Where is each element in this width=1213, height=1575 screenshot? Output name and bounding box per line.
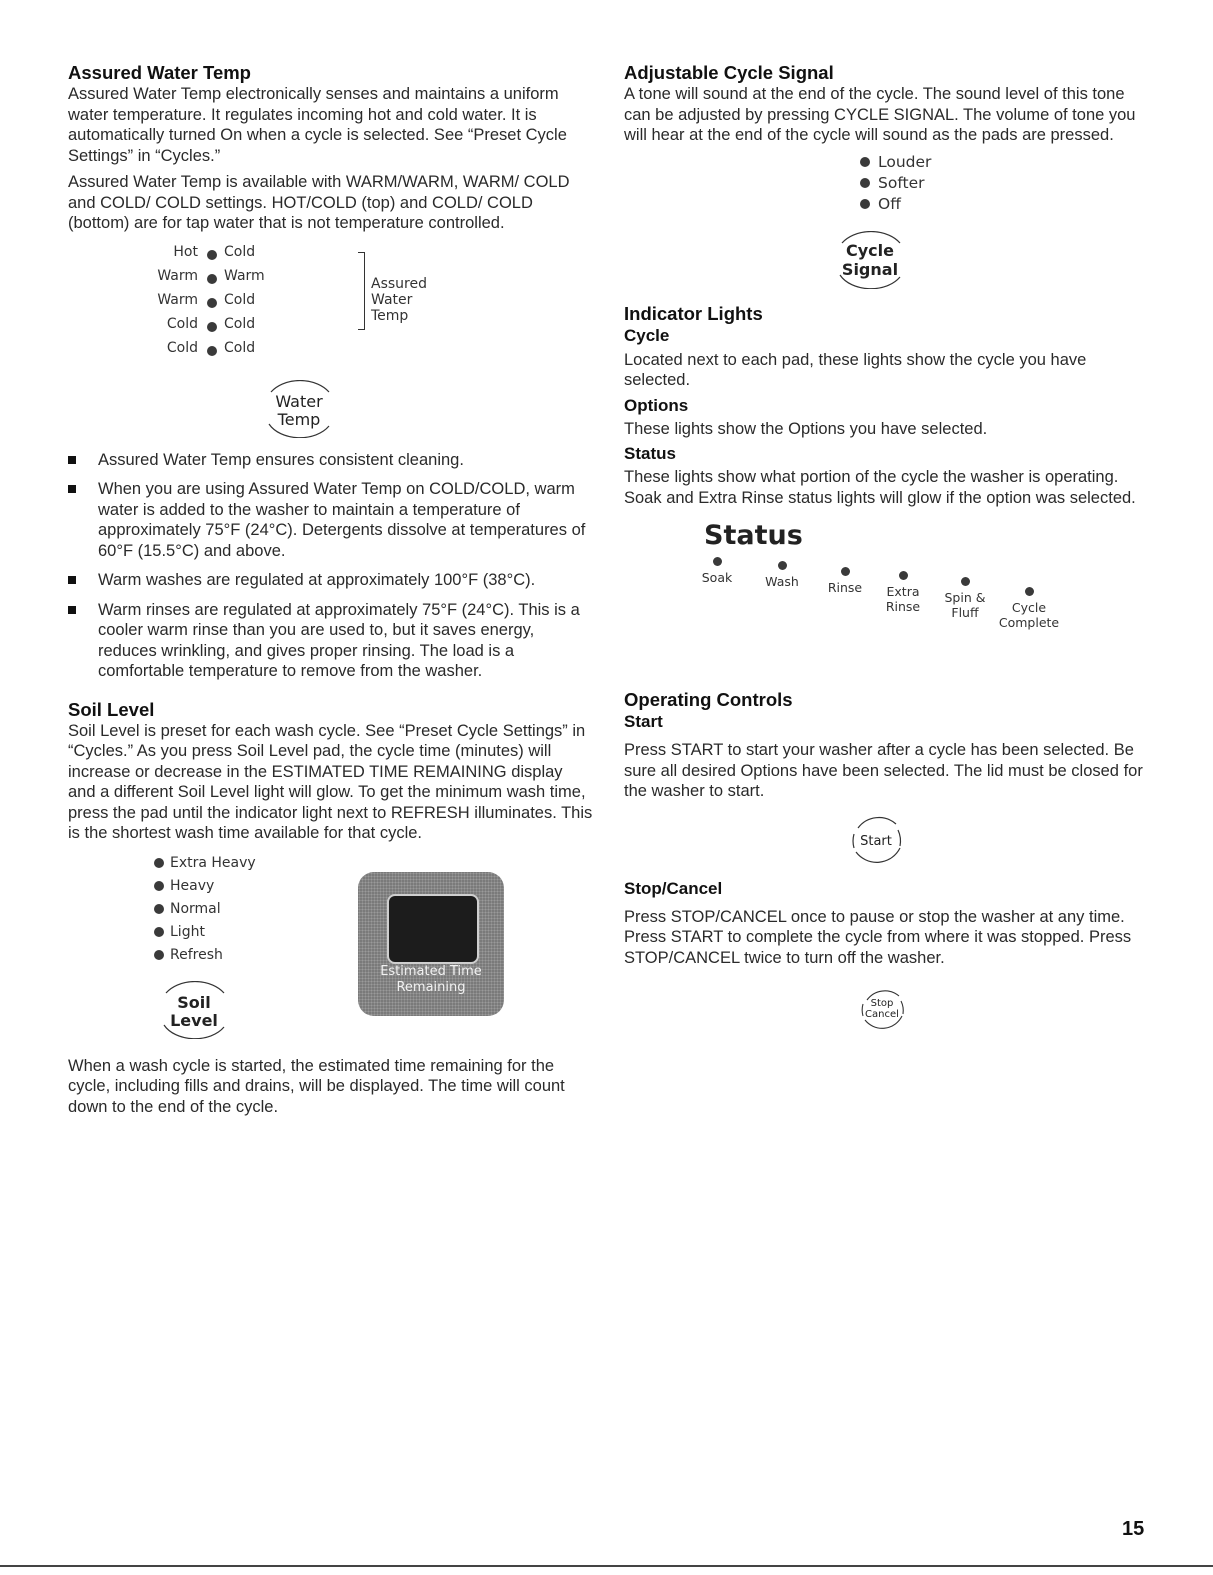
page-number: 15 <box>1122 1518 1145 1540</box>
bullet-item: Warm rinses are regulated at approximately 75°F (24°C). This is a cooler warm rinse than you are used to, but it saves energy, reduces wrinkling, and gives proper rinsing. The load is a comfortable temperature to remove from the washer. <box>68 600 593 682</box>
soil-level-item: Heavy <box>154 875 256 898</box>
assured-water-temp-settings: Assured Water Temp is available with WARM/WARM, WARM/ COLD and COLD/ COLD settings. HOT/COLD (top) and COLD/ COLD (bottom) are for tap water that is not temperature controlled. <box>68 173 570 232</box>
status-subheading: Status <box>624 444 676 463</box>
indicator-dot <box>154 904 164 914</box>
status-panel-title: Status <box>704 520 803 551</box>
assured-bracket <box>358 252 365 330</box>
status-lights-text: These lights show what portion of the cycle the washer is operating. Soak and Extra Rinse status lights will glow if the option was selected. <box>624 468 1136 507</box>
soil-level-pad[interactable] <box>148 981 240 1039</box>
display-screen <box>387 894 479 964</box>
water-temp-row <box>68 292 368 316</box>
cycle-signal-pad[interactable] <box>824 231 916 289</box>
pad-label-line2: Temp <box>277 409 321 429</box>
soil-level-item: Refresh <box>154 944 256 967</box>
water-temp-row <box>68 268 368 292</box>
wash-temp: Cold <box>166 339 198 356</box>
status-lights-panel <box>624 557 1149 647</box>
status-light-wash: Wash <box>747 561 817 589</box>
left-column <box>68 62 593 1117</box>
wash-temp: Cold <box>166 315 198 332</box>
rinse-temp: Cold <box>224 291 256 308</box>
cycle-lights-text: Located next to each pad, these lights show the cycle you have selected. <box>624 350 1087 389</box>
bullet-item: Warm washes are regulated at approximately 100°F (38°C). <box>68 570 593 591</box>
bottom-rule <box>0 1565 1213 1567</box>
start-pad[interactable] <box>846 812 906 872</box>
options-lights-text: These lights show the Options you have selected. <box>624 419 988 438</box>
indicator-dot <box>899 571 908 580</box>
pad-label-line1: Soil <box>177 992 211 1012</box>
indicator-dot <box>860 178 870 188</box>
wash-temp: Hot <box>173 243 198 260</box>
soil-level-heading: Soil Level <box>68 698 155 720</box>
assured-water-temp-heading: Assured Water Temp <box>68 62 251 83</box>
assured-water-temp-bullets <box>68 450 593 682</box>
pad-label-line2: Signal <box>841 259 899 279</box>
signal-level-item: Louder <box>860 152 1149 173</box>
soil-level-intro: Soil Level is preset for each wash cycle. See “Preset Cycle Settings” in “Cycles.” As you press Soil Level pad, the cycle time (minutes) will increase or decrease in the ESTIMATED TIME REMAINING display and a different Soil Level light will glow. To get the minimum wash time, press the pad until the indicator light next to REFRESH illuminates. This is the shortest wash time available for that cycle. <box>68 721 593 842</box>
indicator-dot <box>154 950 164 960</box>
cycle-subheading: Cycle <box>624 325 670 345</box>
soil-level-item: Extra Heavy <box>154 852 256 875</box>
water-temp-settings-table <box>68 244 593 364</box>
pad-label-line1: Cycle <box>846 240 894 260</box>
soil-level-item: Normal <box>154 898 256 921</box>
cycle-signal-levels <box>860 152 1149 215</box>
indicator-dot <box>207 346 217 356</box>
indicator-dot <box>154 858 164 868</box>
pad-label-line2: Cancel <box>865 1009 899 1020</box>
indicator-dot <box>860 199 870 209</box>
indicator-dot <box>207 274 217 284</box>
stop-cancel-pad[interactable] <box>857 986 907 1036</box>
status-light-soak: Soak <box>682 557 752 585</box>
water-temp-row <box>68 316 368 340</box>
assured-bracket-label: Assured Water Temp <box>371 275 427 324</box>
start-subheading: Start <box>624 712 663 731</box>
stop-cancel-text: Press STOP/CANCEL once to pause or stop the washer at any time. Press START to complete the cycle from where it was stopped. Press STOP/CANCEL twice to turn off the washer. <box>624 907 1132 967</box>
rinse-temp: Cold <box>224 339 256 356</box>
status-light-cycle-complete: Cycle Complete <box>994 587 1064 630</box>
water-temp-row <box>68 340 368 364</box>
bullet-item: When you are using Assured Water Temp on COLD/COLD, warm water is added to the washer to maintain a temperature of approximately 75°F (24°C). Detergents dissolve at temperatures of 60°F (15.5°C) and above. <box>68 479 593 561</box>
soil-level-controls <box>68 852 593 1042</box>
right-column <box>624 62 1149 1036</box>
status-light-rinse: Rinse <box>810 567 880 595</box>
display-label: Estimated Time Remaining <box>380 963 482 995</box>
pad-label-line1: Stop <box>870 998 894 1009</box>
indicator-dot <box>154 927 164 937</box>
water-temp-pad[interactable] <box>253 380 345 438</box>
indicator-dot <box>154 881 164 891</box>
bullet-item: Assured Water Temp ensures consistent cleaning. <box>68 450 593 471</box>
indicator-dot <box>841 567 850 576</box>
indicator-dot <box>1025 587 1034 596</box>
pad-label-line2: Level <box>170 1010 218 1030</box>
signal-level-item: Off <box>860 194 1149 215</box>
options-subheading: Options <box>624 395 689 415</box>
status-light-spin-fluff: Spin & Fluff <box>930 577 1000 620</box>
indicator-dot <box>713 557 722 566</box>
status-light-extra-rinse: Extra Rinse <box>868 571 938 614</box>
rinse-temp: Warm <box>224 267 265 284</box>
rinse-temp: Cold <box>224 243 256 260</box>
soil-level-item: Light <box>154 921 256 944</box>
cycle-signal-intro: A tone will sound at the end of the cycle. The sound level of this tone can be adjusted by pressing CYCLE SIGNAL. The volume of tone you will hear at the end of the cycle will sound as the pads are pressed. <box>624 85 1136 144</box>
signal-level-item: Softer <box>860 173 1149 194</box>
indicator-dot <box>860 157 870 167</box>
soil-level-list <box>154 852 256 1039</box>
pad-label-line1: Water <box>275 391 323 411</box>
soil-level-outro: When a wash cycle is started, the estimated time remaining for the cycle, including fills and drains, will be displayed. The time will count down to the end of the cycle. <box>68 1056 565 1116</box>
cycle-signal-heading: Adjustable Cycle Signal <box>624 62 834 83</box>
stop-cancel-subheading: Stop/Cancel <box>624 878 723 898</box>
start-pad-label: Start <box>860 833 892 849</box>
indicator-dot <box>961 577 970 586</box>
rinse-temp: Cold <box>224 315 256 332</box>
wash-temp: Warm <box>157 267 198 284</box>
indicator-dot <box>207 298 217 308</box>
water-temp-row <box>68 244 368 268</box>
estimated-time-remaining-display <box>358 872 504 1016</box>
indicator-dot <box>778 561 787 570</box>
start-text: Press START to start your washer after a cycle has been selected. Be sure all desired Options have been selected. The lid must be closed for the washer to start. <box>624 741 1143 800</box>
operating-controls-heading: Operating Controls <box>624 689 793 710</box>
indicator-lights-heading: Indicator Lights <box>624 302 763 324</box>
assured-water-temp-intro: Assured Water Temp electronically senses and maintains a uniform water temperature. It regulates incoming hot and cold water. It is automatically turned On when a cycle is selected. See “Preset Cycle Settings” in “Cycles.” <box>68 85 567 165</box>
wash-temp: Warm <box>157 291 198 308</box>
indicator-dot <box>207 250 217 260</box>
indicator-dot <box>207 322 217 332</box>
